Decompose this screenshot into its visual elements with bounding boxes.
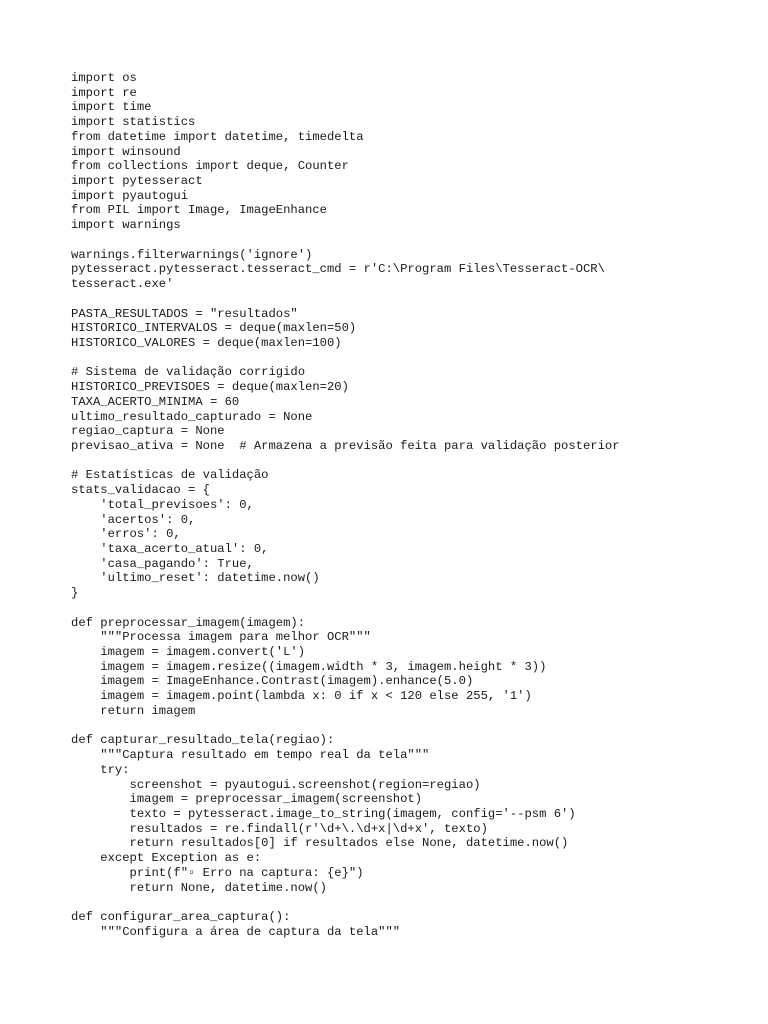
code-line: from PIL import Image, ImageEnhance bbox=[71, 203, 327, 218]
code-line: } bbox=[71, 586, 79, 601]
code-line: ultimo_resultado_capturado = None bbox=[71, 409, 313, 424]
code-line bbox=[71, 601, 620, 616]
code-line: TAXA_ACERTO_MINIMA = 60 bbox=[71, 394, 240, 409]
code-line: 'ultimo_reset': datetime.now() bbox=[71, 571, 320, 586]
code-line: previsao_ativa = None # Armazena a previsão feita para validação posterior bbox=[71, 438, 620, 453]
code-line: import pyautogui bbox=[71, 188, 189, 203]
code-line: # Sistema de validação corrigido bbox=[71, 365, 306, 380]
code-line: import warnings bbox=[71, 218, 181, 233]
code-line bbox=[71, 292, 620, 307]
code-line: import time bbox=[71, 100, 152, 115]
code-line: def preprocessar_imagem(imagem): bbox=[71, 615, 306, 630]
code-line: 'total_previsoes': 0, bbox=[71, 497, 254, 512]
code-line: import statistics bbox=[71, 115, 196, 130]
code-line bbox=[71, 719, 620, 734]
code-line: 'casa_pagando': True, bbox=[71, 556, 254, 571]
code-line: pytesseract.pytesseract.tesseract_cmd = r'C:\Program Files\Tesseract-OCR\ bbox=[71, 262, 605, 277]
code-line: stats_validacao = { bbox=[71, 483, 210, 498]
code-line: tesseract.exe' bbox=[71, 277, 174, 292]
code-line: regiao_captura = None bbox=[71, 424, 225, 439]
code-line: """Processa imagem para melhor OCR""" bbox=[71, 630, 371, 645]
code-line: texto = pytesseract.image_to_string(imagem, config='--psm 6') bbox=[71, 806, 576, 821]
code-line: 'acertos': 0, bbox=[71, 512, 196, 527]
code-line bbox=[71, 351, 620, 366]
code-line bbox=[71, 454, 620, 469]
code-line: print(f"▫ Erro na captura: {e}") bbox=[71, 865, 364, 880]
code-line: except Exception as e: bbox=[71, 851, 262, 866]
code-line: HISTORICO_VALORES = deque(maxlen=100) bbox=[71, 335, 342, 350]
code-line: def configurar_area_captura(): bbox=[71, 909, 291, 924]
code-line: 'taxa_acerto_atual': 0, bbox=[71, 542, 269, 556]
code-line: resultados = re.findall(r'\d+\.\d+x|\d+x', texto) bbox=[71, 821, 488, 836]
code-line: return imagem bbox=[71, 703, 196, 718]
code-line: warnings.filterwarnings('ignore') bbox=[71, 247, 313, 262]
code-line: # Estatísticas de validação bbox=[71, 468, 269, 483]
code-line: imagem = imagem.point(lambda x: 0 if x < 120 else 255, '1') bbox=[71, 689, 532, 704]
code-line: from collections import deque, Counter bbox=[71, 159, 349, 174]
code-block bbox=[71, 71, 620, 939]
code-line: return None, datetime.now() bbox=[71, 880, 327, 895]
code-line: """Captura resultado em tempo real da tela""" bbox=[71, 748, 430, 763]
code-line bbox=[71, 233, 620, 248]
code-line: PASTA_RESULTADOS = "resultados" bbox=[71, 306, 298, 321]
code-line: import pytesseract bbox=[71, 174, 203, 189]
code-line: import re bbox=[71, 85, 137, 100]
code-line: import os bbox=[71, 71, 137, 85]
code-line: 'erros': 0, bbox=[71, 527, 181, 542]
code-line: from datetime import datetime, timedelta bbox=[71, 129, 364, 144]
code-line bbox=[71, 895, 620, 910]
code-line: try: bbox=[71, 762, 130, 777]
code-line: imagem = preprocessar_imagem(screenshot) bbox=[71, 792, 423, 807]
code-line: imagem = ImageEnhance.Contrast(imagem).enhance(5.0) bbox=[71, 674, 474, 689]
code-line: """Configura a área de captura da tela""" bbox=[71, 924, 401, 939]
code-line: import winsound bbox=[71, 144, 181, 159]
code-line: HISTORICO_PREVISOES = deque(maxlen=20) bbox=[71, 380, 349, 395]
code-line: imagem = imagem.convert('L') bbox=[71, 645, 306, 660]
code-line: return resultados[0] if resultados else None, datetime.now() bbox=[71, 836, 569, 851]
code-line: HISTORICO_INTERVALOS = deque(maxlen=50) bbox=[71, 321, 357, 336]
code-line: imagem = imagem.resize((imagem.width * 3, imagem.height * 3)) bbox=[71, 659, 547, 674]
code-line: screenshot = pyautogui.screenshot(region=regiao) bbox=[71, 777, 481, 792]
code-line: def capturar_resultado_tela(regiao): bbox=[71, 733, 335, 748]
